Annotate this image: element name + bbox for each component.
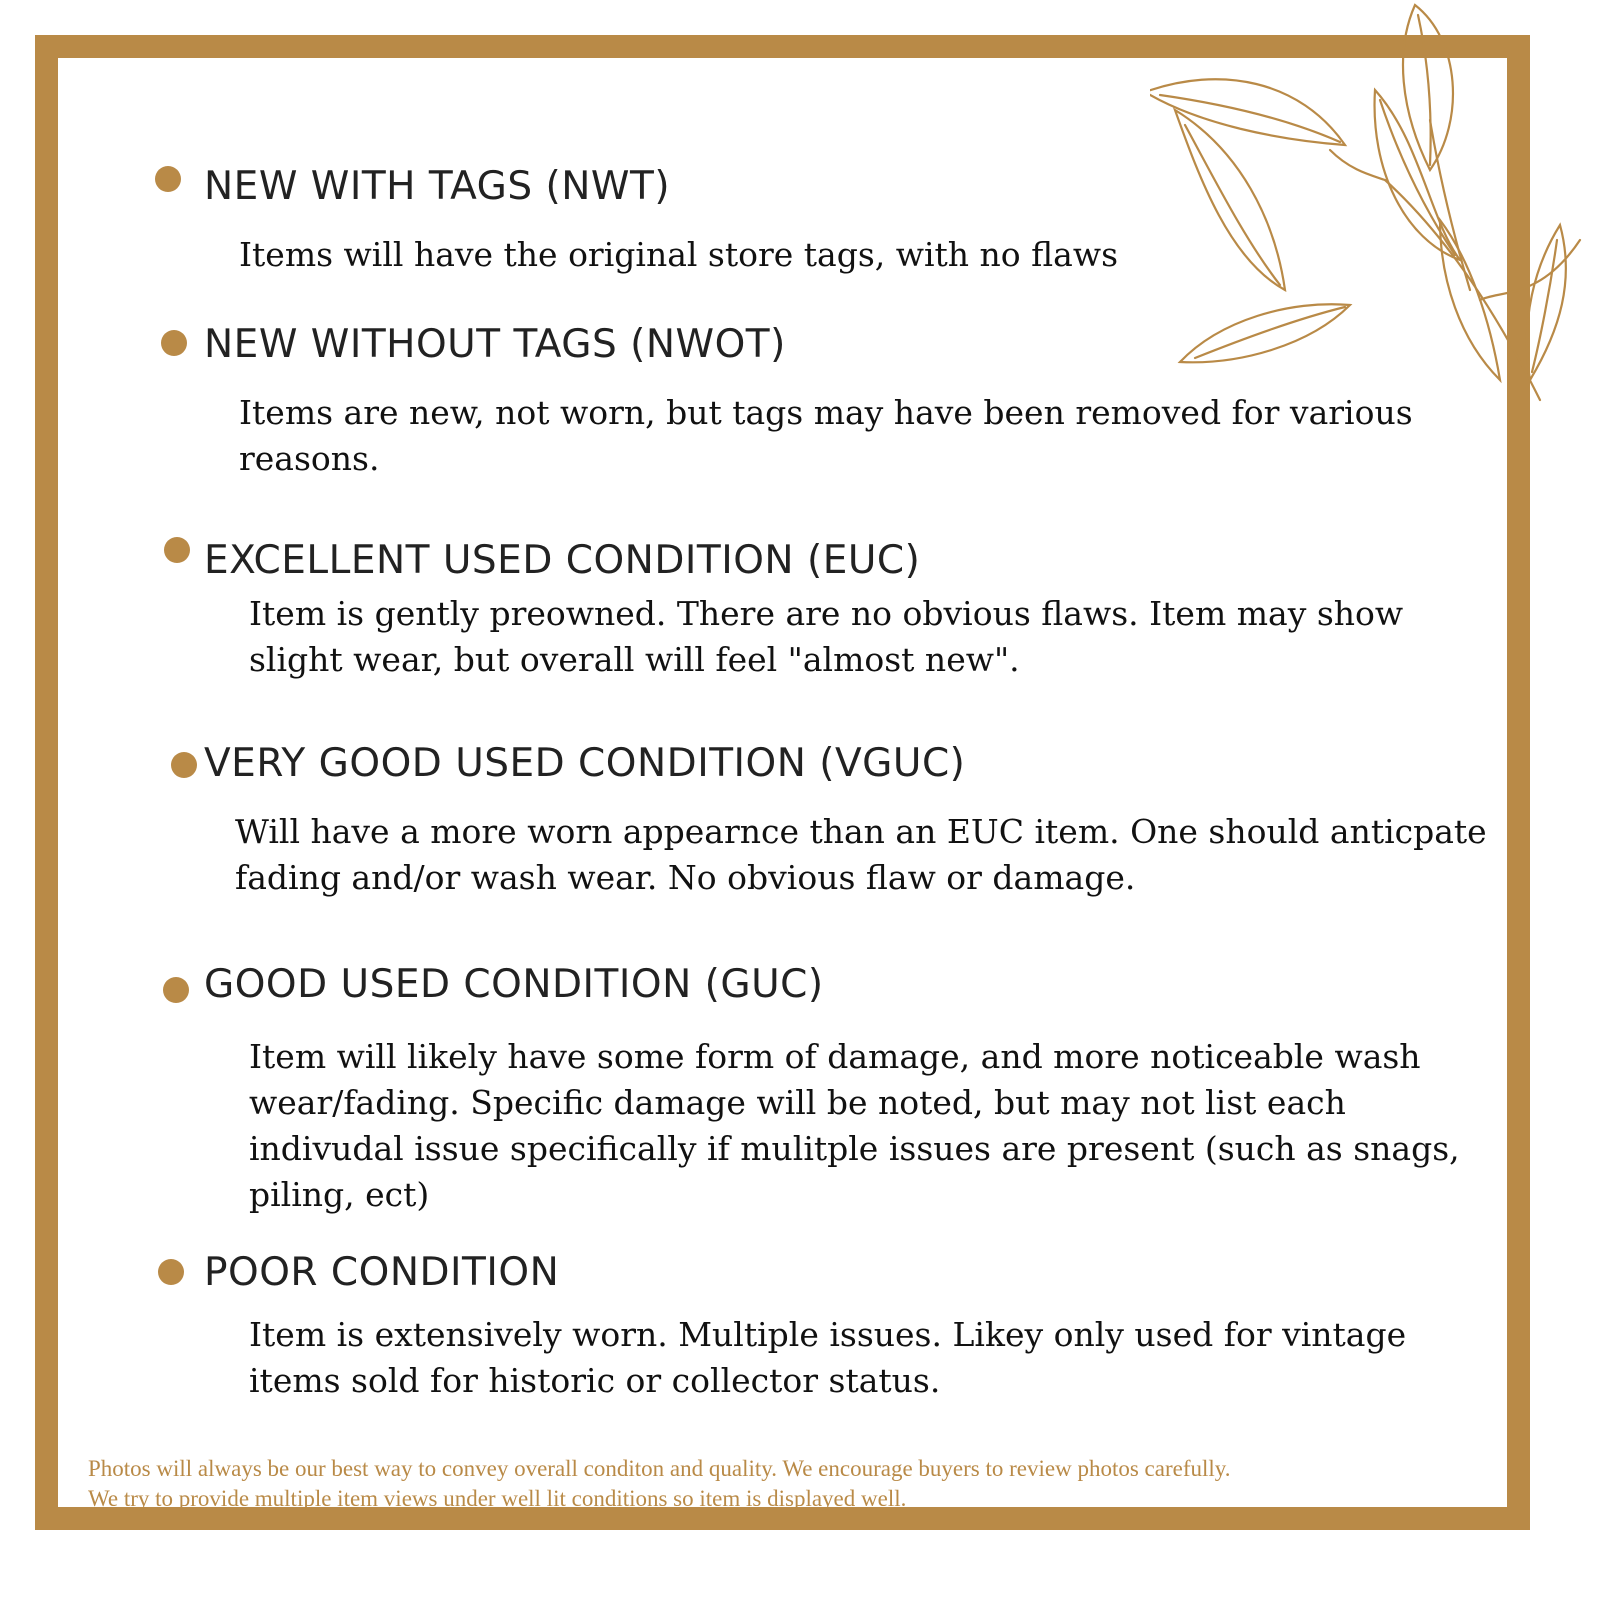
bullet-icon <box>155 166 181 192</box>
bullet-icon <box>171 752 197 778</box>
leaf-branch-illustration <box>1150 0 1600 420</box>
bullet-icon <box>161 330 187 356</box>
condition-heading: NEW WITH TAGS (NWT) <box>204 164 671 209</box>
bullet-icon <box>163 977 189 1003</box>
condition-description: Will have a more worn appearnce than an EUC item. One should anticpate fading and/or wash wear. No obvious flaw or damage. <box>235 812 1487 897</box>
bullet-icon <box>158 1259 184 1285</box>
condition-description: Item will likely have some form of damage, and more noticeable wash wear/fading. Specific damage will be noted, but may not list each indivudal issue specifically if mulitple issues are present (such as snags, piling, ect) <box>249 1037 1460 1214</box>
bullet-icon <box>164 537 190 563</box>
footer-note: Photos will always be our best way to convey overall conditon and quality. We encourage buyers to review photos carefully. We try to provide multiple item views under well lit conditions so item is displayed well. <box>88 1456 1231 1511</box>
condition-description: Item is gently preowned. There are no obvious flaws. Item may show slight wear, but overall will feel "almost new". <box>249 594 1404 679</box>
condition-description: Items are new, not worn, but tags may have been removed for various reasons. <box>239 393 1413 478</box>
condition-description: Item is extensively worn. Multiple issues. Likey only used for vintage items sold for historic or collector status. <box>249 1315 1407 1400</box>
condition-heading: NEW WITHOUT TAGS (NWOT) <box>204 322 786 367</box>
condition-heading: EXCELLENT USED CONDITION (EUC) <box>204 538 921 583</box>
condition-description: Items will have the original store tags, with no flaws <box>239 235 1119 274</box>
condition-heading: GOOD USED CONDITION (GUC) <box>204 962 824 1007</box>
condition-heading: POOR CONDITION <box>204 1250 560 1295</box>
condition-heading: VERY GOOD USED CONDITION (VGUC) <box>204 741 966 786</box>
